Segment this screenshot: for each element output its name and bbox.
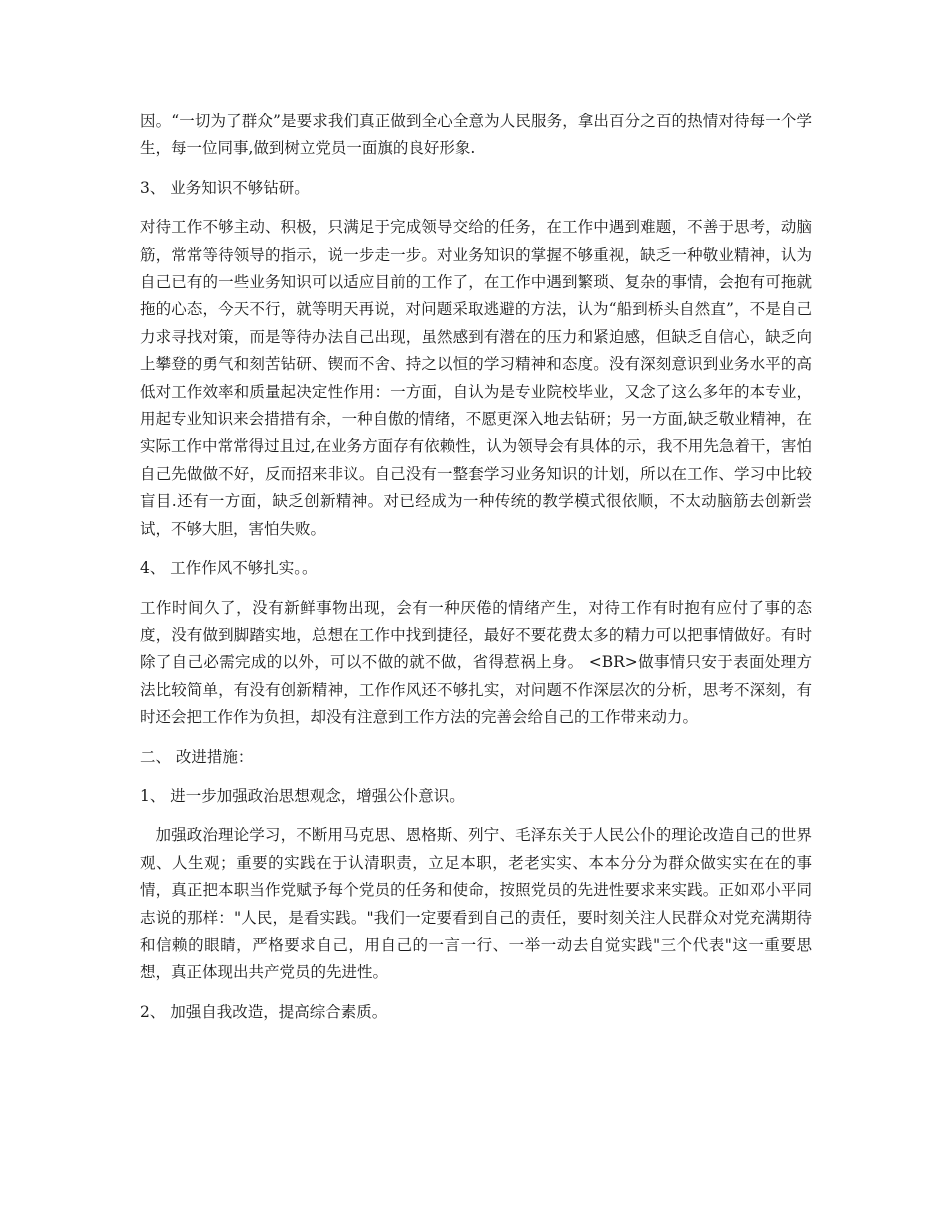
heading-work-style: 4、 工作作风不够扎实。。 <box>140 559 318 578</box>
paragraph-work-style: 工作时间久了，没有新鲜事物出现，会有一种厌倦的情绪产生，对待工作有时抱有应付了事的态度，没有做到脚踏实地，总想在工作中找到捷径，最好不要花费太多的精力可以把事情做好。有时除了自己必需完成的以外，可以不做的就不做，省得惹祸上身。 <BR>做事情只安于表面处理方法比较简单，有没有创新精神，工作作风还不够扎实，对问题不作深层次的分析，思考不深刻，有时还会把工作作为负担，却没有注意到工作方法的完善会给自己的工作带来动力。 <box>140 598 812 727</box>
paragraph-business-knowledge: 对待工作不够主动、积极，只满足于完成领导交给的任务，在工作中遇到难题，不善于思考，动脑筋，常常等待领导的指示，说一步走一步。对业务知识的掌握不够重视，缺乏一种敬业精神，认为自己已有的一些业务知识可以适应目前的工作了，在工作中遇到繁琐、复杂的事情，会抱有可拖就拖的心态，今天不行，就等明天再说，对问题采取逃避的方法，认为“船到桥头自然直”，不是自己力求寻找对策，而是等待办法自己出现，虽然感到有潜在的压力和紧迫感，但缺乏自信心，缺乏向上攀登的勇气和刻苦钻研、锲而不舍、持之以恒的学习精神和态度。没有深刻意识到业务水平的高低对工作效率和质量起决定性作用：一方面，自认为是专业院校毕业，又念了这么多年的本专业，用起专业知识来会措措有余，一种自傲的情绪，不愿更深入地去钻研；另一方面,缺乏敬业精神，在实际工作中常常得过且过,在业务方面存有依赖性，认为领导会有具体的示，我不用先急着干，害怕自己先做做不好，反而招来非议。自己没有一整套学习业务知识的计划，所以在工作、学习中比较盲目.还有一方面，缺乏创新精神。对已经成为一种传统的教学模式很依顺，不太动脑筋去创新尝试，不够大胆，害怕失败。 <box>140 218 812 538</box>
heading-self-improvement: 2、 加强自我改造，提高综合素质。 <box>140 1002 388 1021</box>
document-body <box>140 108 812 1038</box>
heading-business-knowledge: 3、 业务知识不够钻研。 <box>140 178 310 197</box>
heading-political-thought: 1、 进一步加强政治思想观念，增强公仆意识。 <box>140 786 465 805</box>
heading-improvement-measures: 二、 改进措施： <box>140 747 254 766</box>
paragraph-intro-continuation: 因。“一切为了群众”是要求我们真正做到全心全意为人民服务，拿出百分之百的热情对待每一个学生，每一位同事,做到树立党员一面旗的良好形象. <box>140 112 812 158</box>
paragraph-political-thought: 加强政治理论学习，不断用马克思、恩格斯、列宁、毛泽东关于人民公仆的理论改造自己的世界观、人生观；重要的实践在于认清职责，立足本职，老老实实、本本分分为群众做实实在在的事情，真正把本职当作党赋予每个党员的任务和使命，按照党员的先进性要求来实践。正如邓小平同志说的那样："人民，是看实践。"我们一定要看到自己的责任，要时刻关注人民群众对党充满期待和信赖的眼睛，严格要求自己，用自己的一言一行、一举一动去自觉实践"三个代表"这一重要思想，真正体现出共产党员的先进性。 <box>140 826 812 982</box>
